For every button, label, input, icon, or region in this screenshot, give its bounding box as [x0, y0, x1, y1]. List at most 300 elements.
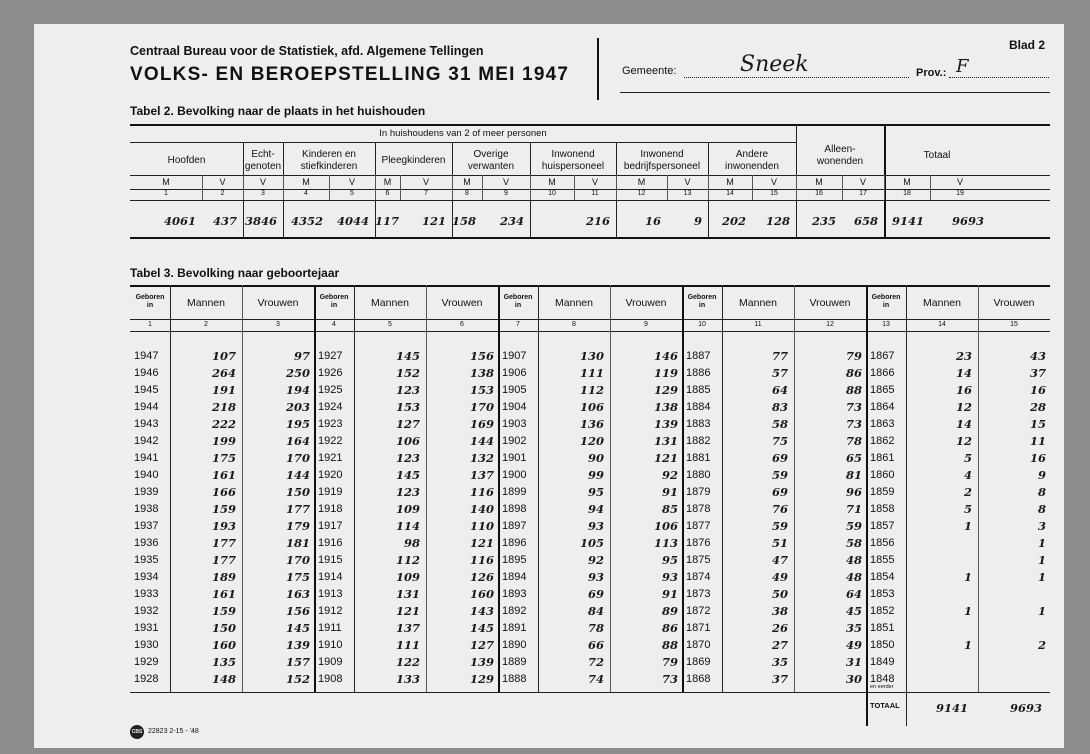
- t2-sex-cell: V: [348, 177, 355, 187]
- t3-year: 1925: [318, 384, 343, 396]
- t3-year: 1901: [502, 452, 527, 464]
- t3-year: 1915: [318, 554, 343, 566]
- t3-mannen-value: 130: [579, 349, 604, 363]
- t3-vrouwen-value: 64: [845, 587, 862, 601]
- t3-year: 1917: [318, 520, 343, 532]
- t2-group-line: genoten: [244, 160, 282, 172]
- t3-mannen-value: 59: [771, 519, 788, 533]
- t3-col-number: 6: [460, 321, 464, 328]
- t3-geboren-line: in: [330, 302, 338, 309]
- t2-group-2: [283, 146, 375, 175]
- t3-vrouwen-value: 126: [469, 570, 494, 584]
- t2-group-header: In huishoudens van 2 of meer personen: [379, 128, 547, 139]
- t3-mannen-value: 94: [587, 502, 604, 516]
- t3-year: 1904: [502, 401, 527, 413]
- t3-vrouwen-value: 144: [469, 434, 494, 448]
- t3-year: 1885: [686, 384, 711, 396]
- t3-year: 1944: [134, 401, 159, 413]
- t3-vrouwen-value: 146: [653, 349, 678, 363]
- t3-vrouwen-value: 119: [653, 366, 678, 380]
- t2-col-number: 17: [859, 190, 867, 197]
- t3-year: 1932: [134, 605, 159, 617]
- t3-year: 1868: [686, 673, 711, 685]
- t3-vrouwen-value: 156: [285, 604, 310, 618]
- t3-year: 1853: [870, 588, 895, 600]
- t3-mannen-value: 4: [963, 468, 972, 482]
- t2-value: 658: [853, 214, 878, 228]
- t3-year: 1891: [502, 622, 527, 634]
- t3-mannen-value: 1: [963, 604, 972, 618]
- t3-vrouwen-value: 58: [845, 536, 862, 550]
- t3-vrouwen-value: 137: [469, 468, 494, 482]
- t3-year: 1907: [502, 350, 527, 362]
- t3-vrouwen-value: 181: [285, 536, 310, 550]
- t2-group-line: Pleegkinderen: [381, 154, 446, 166]
- t2-group-line: stiefkinderen: [300, 160, 358, 172]
- t3-vrouwen-value: 92: [661, 468, 678, 482]
- t3-year: 1857: [870, 520, 895, 532]
- t3-vrouwen-value: 177: [285, 502, 310, 516]
- t3-vrouwen-value: 138: [469, 366, 494, 380]
- t3-year: 1928: [134, 673, 159, 685]
- t2-col-divider: [796, 175, 797, 200]
- t2-group-line: Kinderen en: [302, 148, 356, 160]
- form-code: 22823 2-15 - '48: [148, 728, 199, 735]
- t3-year: 1923: [318, 418, 343, 430]
- t3-geboren-header: [498, 294, 538, 310]
- t3-mannen-value: 122: [395, 655, 420, 669]
- tabel2-title: Tabel 2. Bevolking naar de plaats in het huishouden: [130, 104, 426, 118]
- t3-mannen-value: [906, 654, 972, 671]
- t3-mannen-value: 98: [403, 536, 420, 550]
- t3-mannen-value: 218: [211, 400, 236, 414]
- t3-mannen-value: 159: [211, 604, 236, 618]
- t2-sex-cell: V: [422, 177, 429, 187]
- t3-vrouwen-value: 129: [469, 672, 494, 686]
- t3-col-number: 7: [516, 321, 520, 328]
- t3-mannen-value: 159: [211, 502, 236, 516]
- t3-num-rule: [130, 331, 1050, 332]
- t2-col-divider: [708, 175, 709, 200]
- t2-sex-cell: M: [463, 177, 471, 187]
- t3-year: 1890: [502, 639, 527, 651]
- t3-vrouwen-value: 179: [285, 519, 310, 533]
- census-form-sheet: [34, 24, 1064, 748]
- t2-group-7: [708, 146, 796, 175]
- t3-vrouwen-value: 9: [1037, 468, 1046, 482]
- t3-mannen-value: 166: [211, 485, 236, 499]
- t3-mannen-value: [906, 620, 972, 637]
- t2-sex-cell: M: [302, 177, 310, 187]
- t3-vrouwen-value: 116: [469, 485, 494, 499]
- t3-col-number: 1: [148, 321, 152, 328]
- t3-year: 1916: [318, 537, 343, 549]
- t3-mannen-value: 114: [395, 519, 420, 533]
- t2-group-line: Overige: [473, 148, 509, 160]
- t3-vrouwen-value: 170: [285, 553, 310, 567]
- t2-value: 4352: [290, 214, 323, 228]
- t2-group-line: Echt-: [251, 148, 275, 160]
- t3-year: 1876: [686, 537, 711, 549]
- t3-mannen-value: 177: [211, 553, 236, 567]
- t3-vrouwen-value: 139: [469, 655, 494, 669]
- t3-col-number: 11: [754, 321, 762, 328]
- form-title: VOLKS- EN BEROEPSTELLING 31 MEI 1947: [130, 64, 570, 85]
- t2-col-divider: [752, 175, 753, 200]
- t3-mannen-value: 145: [395, 349, 420, 363]
- t2-sex-cell: M: [383, 177, 392, 187]
- t2-col-divider: [375, 175, 376, 200]
- t2-col-divider: [452, 175, 453, 200]
- t3-vrouwen-value: 79: [661, 655, 678, 669]
- t3-year: 1889: [502, 656, 527, 668]
- t2-sex-cell: V: [770, 177, 777, 187]
- t3-totaal-v: 9693: [1009, 701, 1042, 715]
- t3-mannen-value: 111: [579, 366, 604, 380]
- t3-totaal-label: TOTAAL: [870, 701, 900, 710]
- t2-sex-cell: M: [726, 177, 734, 187]
- t3-year: 1919: [318, 486, 343, 498]
- t3-year: 1941: [134, 452, 159, 464]
- t2-group-line: Inwonend: [551, 148, 595, 160]
- t3-mannen-value: 189: [211, 570, 236, 584]
- t3-vrouwen-value: 139: [653, 417, 678, 431]
- t3-mannen-value: 49: [771, 570, 788, 584]
- t3-mannen-value: 93: [587, 570, 604, 584]
- t3-vrouwen-value: 2: [1037, 638, 1046, 652]
- t3-year: 1918: [318, 503, 343, 515]
- t3-geboren-line: Geboren: [319, 294, 349, 301]
- t3-mannen-value: 123: [395, 383, 420, 397]
- t2-group-line: Alleen-: [824, 143, 856, 155]
- t3-year: 1871: [686, 622, 711, 634]
- t2-sex-cell: V: [219, 177, 226, 187]
- t3-year: 1899: [502, 486, 527, 498]
- t2-value: 117: [375, 214, 400, 228]
- t3-year: 1861: [870, 452, 895, 464]
- t3-col-number: 2: [204, 321, 208, 328]
- t3-year: 1943: [134, 418, 159, 430]
- t2-col-divider: [482, 175, 483, 200]
- t3-mannen-value: 69: [771, 451, 788, 465]
- t3-mannen-value: 26: [771, 621, 788, 635]
- bureau-line: Centraal Bureau voor de Statistiek, afd. Algemene Tellingen: [130, 44, 484, 58]
- header-extra-line: [620, 92, 1050, 93]
- t3-year: 1892: [502, 605, 527, 617]
- t3-mannen-value: 12: [955, 434, 972, 448]
- t3-vrouwen-value: 49: [845, 638, 862, 652]
- t2-group-1: [243, 146, 283, 175]
- t2-sex-cell: M: [548, 177, 556, 187]
- t3-year: 1942: [134, 435, 159, 447]
- t3-vrouwen-value: 1: [1037, 553, 1046, 567]
- t3-mannen-value: 77: [771, 349, 788, 363]
- t3-vrouwen-value: 79: [845, 349, 862, 363]
- t3-year: 1882: [686, 435, 711, 447]
- t3-mannen-value: 66: [587, 638, 604, 652]
- t3-mannen-value: 37: [771, 672, 788, 686]
- gemeente-line: [684, 77, 909, 78]
- t3-year: 1905: [502, 384, 527, 396]
- t3-vrouwen-value: 30: [845, 672, 862, 686]
- t3-vrouwen-value: 16: [1029, 451, 1046, 465]
- t3-geboren-line: in: [698, 302, 706, 309]
- t2-col-number: 9: [504, 190, 508, 197]
- t3-year: 1872: [686, 605, 711, 617]
- t3-mannen-value: 161: [211, 587, 236, 601]
- t3-vrouwen-value: 81: [845, 468, 862, 482]
- t3-mannen-value: 121: [395, 604, 420, 618]
- t3-year: 1875: [686, 554, 711, 566]
- t2-col-divider: [616, 175, 617, 200]
- t3-mannen-value: 109: [395, 570, 420, 584]
- t2-col-divider: [202, 175, 203, 200]
- t2-col-divider: [283, 175, 284, 200]
- t3-mannen-value: 64: [771, 383, 788, 397]
- t3-year: 1878: [686, 503, 711, 515]
- t3-mannen-value: 57: [771, 366, 788, 380]
- t3-mannen-value: 1: [963, 519, 972, 533]
- t3-vrouwen-value: 91: [661, 587, 678, 601]
- t3-year: 1903: [502, 418, 527, 430]
- t2-col-number: 5: [350, 190, 354, 197]
- t3-mannen-value: 199: [211, 434, 236, 448]
- t3-block-divider: [682, 285, 684, 692]
- t3-vrouwen-value: 48: [845, 553, 862, 567]
- t3-year: 1850: [870, 639, 895, 651]
- t3-year: 1909: [318, 656, 343, 668]
- t3-vrouwen-value: 160: [469, 587, 494, 601]
- t3-mannen-value: 90: [587, 451, 604, 465]
- t3-year: 1877: [686, 520, 711, 532]
- t2-sex-cell: M: [637, 177, 646, 187]
- t2-sex-cell: V: [684, 177, 691, 187]
- t3-mannen-value: 58: [771, 417, 788, 431]
- t3-year: 1856: [870, 537, 895, 549]
- t3-year: 1929: [134, 656, 159, 668]
- t2-group-line: bedrijfspersoneel: [623, 160, 701, 172]
- t3-mannen-value: 107: [211, 349, 236, 363]
- t3-year: 1859: [870, 486, 895, 498]
- t3-vrouwen-value: 71: [845, 502, 862, 516]
- t3-mannen-value: 74: [587, 672, 604, 686]
- t3-mannen-value: 76: [771, 502, 788, 516]
- t3-geboren-line: in: [514, 302, 522, 309]
- t3-vrouwen-value: 110: [469, 519, 494, 533]
- t3-mannen-value: 106: [395, 434, 420, 448]
- t3-mannen-header: Mannen: [187, 297, 225, 309]
- t3-year: 1936: [134, 537, 159, 549]
- t3-vrouwen-value: 138: [653, 400, 678, 414]
- t3-mannen-value: 153: [395, 400, 420, 414]
- t3-year: 1880: [686, 469, 711, 481]
- t2-group-6: [616, 146, 708, 175]
- t2-group-9: [884, 136, 990, 175]
- t3-year: 1897: [502, 520, 527, 532]
- t3-en-eerder: en eerder: [870, 684, 894, 690]
- t3-mannen-value: 38: [771, 604, 788, 618]
- t3-vrouwen-value: 127: [469, 638, 494, 652]
- t3-mannen-value: [906, 535, 972, 552]
- t3-vrouwen-value: 194: [285, 383, 310, 397]
- t3-vrouwen-value: 59: [845, 519, 862, 533]
- t3-year: 1913: [318, 588, 343, 600]
- t3-mannen-value: [906, 552, 972, 569]
- t2-col-divider: [574, 175, 575, 200]
- t3-year: 1935: [134, 554, 159, 566]
- t3-mannen-value: 95: [587, 485, 604, 499]
- t3-geboren-header: [314, 294, 354, 310]
- t2-group-rule: [130, 142, 796, 143]
- t3-vrouwen-value: 96: [845, 485, 862, 499]
- t3-mannen-header: Mannen: [555, 297, 593, 309]
- t3-vrouwen-value: 85: [661, 502, 678, 516]
- t3-col-number: 8: [572, 321, 576, 328]
- t3-vrouwen-value: 88: [845, 383, 862, 397]
- t3-year: 1912: [318, 605, 343, 617]
- t3-year: 1924: [318, 401, 343, 413]
- t3-col-number: 15: [1010, 321, 1018, 328]
- blad-label: Blad 2: [1009, 38, 1046, 52]
- header-divider: [597, 38, 599, 100]
- t3-mannen-value: 75: [771, 434, 788, 448]
- t3-vrouwen-value: 195: [285, 417, 310, 431]
- t3-mannen-value: 35: [771, 655, 788, 669]
- t2-col-divider: [243, 175, 244, 200]
- t3-col-number: 10: [698, 321, 706, 328]
- t3-vrouwen-value: 1: [1037, 570, 1046, 584]
- t3-year: 1910: [318, 639, 343, 651]
- t3-year: 1865: [870, 384, 895, 396]
- t3-year: 1926: [318, 367, 343, 379]
- t3-vrouwen-value: 144: [285, 468, 310, 482]
- t3-year: 1921: [318, 452, 343, 464]
- t2-col-number: 13: [683, 190, 692, 197]
- t2-sex-cell: V: [859, 177, 866, 187]
- t2-bottom-rule: [130, 237, 1050, 239]
- t2-sex-cell: M: [815, 177, 823, 187]
- t3-year: 1869: [686, 656, 711, 668]
- t3-col-number: 12: [826, 321, 834, 328]
- t3-col-number: 13: [882, 321, 890, 328]
- prov-line: [949, 77, 1049, 78]
- t3-mannen-value: [906, 671, 972, 688]
- t2-group-line: Inwonend: [640, 148, 684, 160]
- t3-vrouwen-value: 129: [653, 383, 678, 397]
- t3-year: 1888: [502, 673, 527, 685]
- t2-col-number: 18: [903, 190, 911, 197]
- t3-year: 1867: [870, 350, 895, 362]
- t3-geboren-line: Geboren: [503, 294, 533, 301]
- t2-group-4: [452, 146, 530, 175]
- t3-vrouwen-value: 169: [469, 417, 494, 431]
- t2-value: 9141: [891, 214, 924, 228]
- t3-vrouwen-value: 28: [1029, 400, 1046, 414]
- t3-vrouwen-value: [978, 586, 1046, 603]
- t3-year: 1934: [134, 571, 159, 583]
- t3-mannen-value: 14: [955, 417, 972, 431]
- t3-year: 1896: [502, 537, 527, 549]
- t2-col-divider: [400, 175, 401, 200]
- t3-year: 1922: [318, 435, 343, 447]
- t3-year: 1862: [870, 435, 895, 447]
- t3-mannen-value: 16: [955, 383, 972, 397]
- t3-vrouwen-value: 170: [285, 451, 310, 465]
- t2-col-number: 16: [815, 190, 823, 197]
- t3-year: 1898: [502, 503, 527, 515]
- t3-mannen-value: 177: [211, 536, 236, 550]
- t3-year: 1851: [870, 622, 895, 634]
- t3-mannen-value: 69: [771, 485, 788, 499]
- t3-vrouwen-value: 157: [285, 655, 310, 669]
- t3-year: 1911: [318, 622, 342, 634]
- t3-mannen-value: 137: [395, 621, 420, 635]
- t3-vrouwen-header: Vrouwen: [625, 297, 667, 309]
- t3-header-rule: [130, 319, 1050, 320]
- t3-mannen-header: Mannen: [739, 297, 777, 309]
- t3-year: 1908: [318, 673, 343, 685]
- t2-col-number: 4: [304, 190, 308, 197]
- t2-group-3: [375, 146, 452, 175]
- t2-col-number: 14: [726, 190, 734, 197]
- t3-vrouwen-value: 43: [1029, 349, 1046, 363]
- t3-vrouwen-value: 1: [1037, 536, 1046, 550]
- t3-geboren-header: [130, 294, 170, 310]
- t3-vrouwen-value: 31: [845, 655, 862, 669]
- t2-col-divider: [667, 175, 668, 200]
- t3-vrouwen-value: 250: [285, 366, 310, 380]
- t3-vrouwen-value: 8: [1037, 485, 1046, 499]
- t3-vrouwen-value: 35: [845, 621, 862, 635]
- tabel3-title: Tabel 3. Bevolking naar geboortejaar: [130, 266, 340, 280]
- t3-mannen-value: 123: [395, 485, 420, 499]
- t3-mannen-value: 148: [211, 672, 236, 686]
- t3-year: 1852: [870, 605, 895, 617]
- t3-vrouwen-value: 145: [469, 621, 494, 635]
- t3-mannen-value: 193: [211, 519, 236, 533]
- t3-vrouwen-value: 73: [845, 400, 862, 414]
- t3-year: 1860: [870, 469, 895, 481]
- t3-mannen-value: 50: [771, 587, 788, 601]
- t3-mannen-value: 175: [211, 451, 236, 465]
- t2-group-8: [796, 136, 884, 175]
- t3-vrouwen-value: 121: [653, 451, 678, 465]
- t3-geboren-header: [866, 294, 906, 310]
- t3-year: 1864: [870, 401, 895, 413]
- t3-year: 1927: [318, 350, 343, 362]
- t2-value: 9693: [951, 214, 984, 228]
- t2-top-rule: [130, 124, 1050, 126]
- t3-vrouwen-value: 175: [285, 570, 310, 584]
- t3-mannen-value: 161: [211, 468, 236, 482]
- t2-sex-cell: V: [591, 177, 598, 187]
- t3-geboren-header: [682, 294, 722, 310]
- t2-group-line: huispersoneel: [541, 160, 605, 172]
- t3-vrouwen-value: 91: [661, 485, 678, 499]
- t3-year: 1902: [502, 435, 527, 447]
- t3-vrouwen-header: Vrouwen: [257, 297, 299, 309]
- t3-top-rule: [130, 285, 1050, 287]
- prov-value: F: [956, 56, 969, 77]
- t3-mannen-value: 5: [963, 451, 972, 465]
- t3-year: 1848: [870, 673, 895, 685]
- t3-year: 1881: [686, 452, 711, 464]
- t2-col-divider: [842, 175, 843, 200]
- t2-col-divider: [884, 175, 885, 200]
- t2-sex-cell: M: [903, 177, 911, 187]
- t3-year: 1931: [134, 622, 159, 634]
- t3-vrouwen-value: 116: [469, 553, 494, 567]
